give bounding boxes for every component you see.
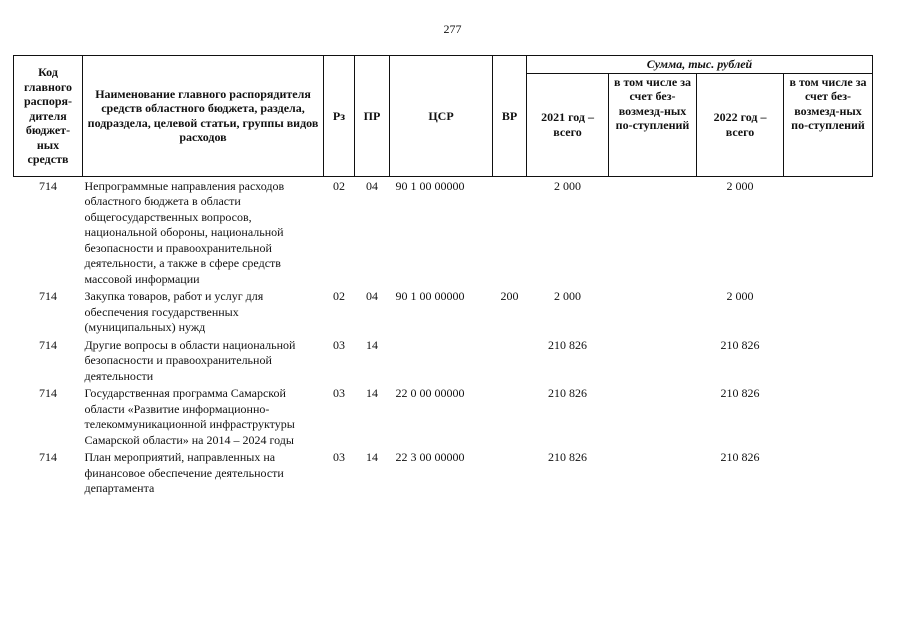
header-2022-total: 2022 год – всего [697, 73, 784, 176]
cell-code: 714 [39, 450, 57, 464]
table-row [14, 288, 873, 337]
header-2021-free: в том числе за счет без-возмезд-ных по-ступлений [609, 73, 697, 176]
cell-free-2022 [784, 449, 873, 498]
cell-code: 714 [39, 178, 57, 193]
cell-rz: 03 [333, 386, 345, 400]
header-name: Наименование главного распорядителя средств областного бюджета, раздела, подраздела, целевой статьи, группы видов расходов [83, 56, 324, 177]
cell-csr: 90 1 00 00000 [395, 178, 465, 193]
cell-sum-2022: 2 000 [726, 289, 754, 303]
cell-vr [493, 176, 527, 288]
cell-vr [493, 385, 527, 449]
cell-sum-2022: 210 826 [720, 386, 760, 400]
cell-free-2021 [609, 385, 697, 449]
table-row [14, 385, 873, 449]
cell-code: 714 [39, 289, 57, 303]
cell-csr: 22 3 00 00000 [395, 450, 465, 464]
cell-free-2021 [609, 176, 697, 288]
table-header [14, 56, 873, 177]
cell-rz: 02 [333, 178, 345, 193]
cell-pr: 04 [366, 178, 378, 193]
header-2021-total: 2021 год – всего [527, 73, 609, 176]
page-number: 277 [443, 22, 462, 36]
cell-vr: 200 [500, 289, 519, 303]
cell-free-2021 [609, 449, 697, 498]
cell-sum-2021: 210 826 [548, 386, 587, 400]
header-rz: Рз [324, 56, 355, 177]
cell-name: Другие вопросы в области национальной безопасности и правоохранительной деятельности [84, 337, 296, 383]
cell-vr [493, 449, 527, 498]
cell-free-2021 [609, 337, 697, 386]
cell-sum-2021: 2 000 [554, 289, 581, 303]
cell-sum-2022: 2 000 [726, 178, 754, 193]
cell-csr: 90 1 00 00000 [395, 289, 465, 303]
cell-free-2021 [609, 288, 697, 337]
cell-name: Государственная программа Самарской области «Развитие информационно-телекоммуникационной инфраструктуры Самарской области» на 2014 – 2024 годы [84, 386, 295, 447]
cell-name: Непрограммные направления расходов областного бюджета в области общегосударственных вопросов, национальной обороны, национальной безопасности и правоохранительной деятельности, а также в сфере средств массовой информации [84, 178, 285, 286]
cell-pr: 14 [366, 337, 378, 352]
cell-sum-2021: 2 000 [554, 178, 581, 193]
header-sum-group: Сумма, тыс. рублей [527, 56, 873, 74]
table-row [14, 337, 873, 386]
header-csr: ЦСР [390, 56, 493, 177]
cell-sum-2021: 210 826 [548, 337, 587, 352]
cell-name: План мероприятий, направленных на финансовое обеспечение деятельности департамента [84, 450, 284, 495]
cell-sum-2022: 210 826 [720, 337, 760, 352]
table-row [14, 176, 873, 288]
cell-name: Закупка товаров, работ и услуг для обеспечения государственных (муниципальных) нужд [84, 289, 264, 334]
cell-free-2022 [784, 385, 873, 449]
cell-pr: 14 [366, 386, 378, 400]
cell-vr [493, 337, 527, 386]
header-2022-free: в том числе за счет без-возмезд-ных по-ступлений [784, 73, 873, 176]
cell-free-2022 [784, 288, 873, 337]
header-vr: ВР [493, 56, 527, 177]
budget-table [13, 55, 873, 498]
cell-rz: 03 [333, 450, 345, 464]
cell-sum-2022: 210 826 [720, 450, 760, 464]
header-pr: ПР [355, 56, 390, 177]
cell-free-2022 [784, 176, 873, 288]
cell-pr: 14 [366, 450, 378, 464]
cell-csr: 22 0 00 00000 [395, 386, 465, 400]
cell-code: 714 [39, 337, 57, 352]
header-code: Код главного распоря-дителя бюджет-ных средств [14, 56, 83, 177]
cell-pr: 04 [366, 289, 378, 303]
cell-free-2022 [784, 337, 873, 386]
cell-rz: 03 [333, 337, 345, 352]
cell-code: 714 [39, 386, 57, 400]
table-row [14, 449, 873, 498]
cell-rz: 02 [333, 289, 345, 303]
cell-sum-2021: 210 826 [548, 450, 587, 464]
cell-csr [390, 337, 493, 386]
table-body [14, 176, 873, 498]
